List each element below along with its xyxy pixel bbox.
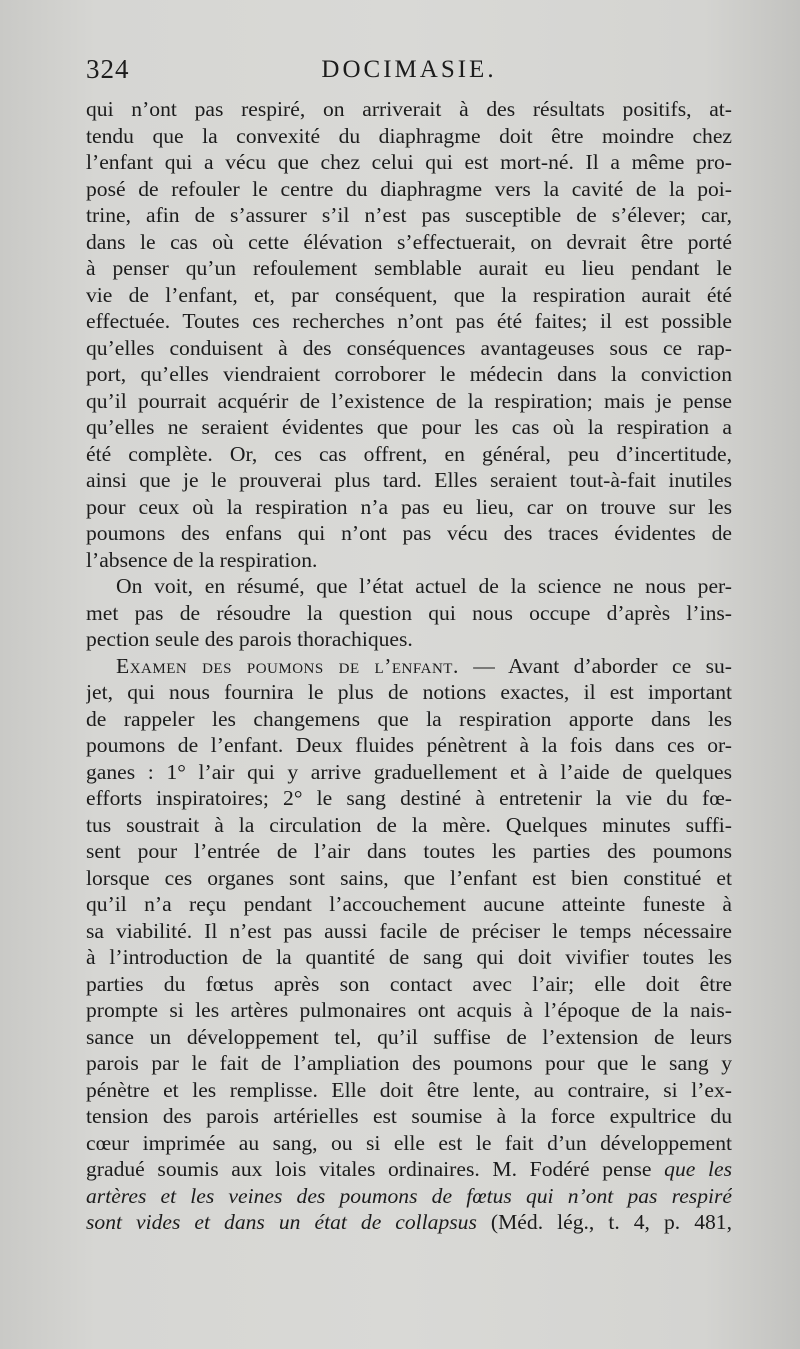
paragraph-1 <box>86 96 732 573</box>
text-line <box>86 1156 732 1183</box>
italic-quote: que les <box>664 1157 732 1181</box>
text-line <box>86 1209 732 1236</box>
text-line: met pas de résoudre la question qui nous occupe d’après l’ins- <box>86 600 732 625</box>
text-line: lorsque ces organes sont sains, que l’enfant est bien constitué et <box>86 865 732 890</box>
citation: (Méd. lég., t. 4, p. 481, <box>476 1210 732 1234</box>
text-line: effectuée. Toutes ces recherches n’ont pas été faites; il est possible <box>86 309 732 333</box>
text-line: posé de refouler le centre du diaphragme vers la cavité de la poi- <box>86 176 732 201</box>
italic-quote: artères et les veines des poumons de fœtus qui n’ont pas respiré <box>86 1183 732 1208</box>
page-header <box>86 54 732 94</box>
running-head: DOCIMASIE. <box>321 56 497 83</box>
text-line: à penser qu’un refoulement semblable aurait eu lieu pendant le <box>86 256 732 280</box>
text-line: On voit, en résumé, que l’état actuel de la science ne nous per- <box>116 574 732 598</box>
text-line: pection seule des parois thorachiques. <box>86 627 413 651</box>
text-line: à l’introduction de la quantité de sang qui doit vivifier toutes les <box>86 945 732 969</box>
text-line: ganes : 1° l’air qui y arrive graduellement et à l’aide de quelques <box>86 759 732 784</box>
text-line: ainsi que je le prouverai plus tard. Elles seraient tout-à-fait inutiles <box>86 468 732 492</box>
text-line: parois par le fait de l’ampliation des poumons pour que le sang y <box>86 1051 732 1075</box>
body-text <box>86 96 732 1236</box>
text-line: poumons de l’enfant. Deux fluides pénètrent à la fois dans ces or- <box>86 733 732 757</box>
text-line: pénètre et les remplisse. Elle doit être lente, au contraire, si l’ex- <box>86 1077 732 1102</box>
text-line: cœur imprimée au sang, ou si elle est le fait d’un développement <box>86 1130 732 1155</box>
paragraph-3-lines <box>86 679 732 1183</box>
text-line: qu’il n’a reçu pendant l’accouchement aucune atteinte funeste à <box>86 892 732 916</box>
text-line: l’enfant qui a vécu que chez celui qui est mort-né. Il a même pro- <box>86 150 732 174</box>
text-line: poumons des enfans qui n’ont pas vécu des traces évidentes de <box>86 521 732 545</box>
text-line: de rappeler les changemens que la respiration apporte dans les <box>86 706 732 731</box>
text-line: qu’elles ne seraient évidentes que pour les cas où la respiration a <box>86 415 732 439</box>
line-text: gradué soumis aux lois vitales ordinaires. M. Fodéré pense <box>86 1157 652 1181</box>
text-line: dans le cas où cette élévation s’effectuerait, on devrait être porté <box>86 229 732 254</box>
text-line: pour ceux où la respiration n’a pas eu lieu, car on trouve sur les <box>86 494 732 519</box>
text-line: vie de l’enfant, et, par conséquent, que la respiration aurait été <box>86 282 732 307</box>
text-line: l’absence de la respiration. <box>86 547 318 572</box>
text-line: tension des parois artérielles est soumise à la force expultrice du <box>86 1104 732 1128</box>
line-text: — Avant d’aborder ce su- <box>458 653 732 678</box>
italic-quote: sont vides et dans un état de collapsus <box>86 1210 477 1234</box>
text-line <box>86 653 732 680</box>
text-line: tus soustrait à la circulation de la mère. Quelques minutes suffi- <box>86 812 732 837</box>
text-line <box>86 1183 732 1210</box>
text-line: été complète. Or, ces cas offrent, en général, peu d’incertitude, <box>86 441 732 466</box>
text-line: port, qu’elles viendraient corroborer le médecin dans la conviction <box>86 362 732 386</box>
paragraph-3 <box>86 653 732 1236</box>
text-line: jet, qui nous fournira le plus de notions exactes, il est important <box>86 680 732 704</box>
text-line: qui n’ont pas respiré, on arriverait à des résultats positifs, at- <box>86 97 732 121</box>
text-line: sa viabilité. Il n’est pas aussi facile de préciser le temps nécessaire <box>86 918 732 943</box>
text-line: efforts inspiratoires; 2° le sang destiné à entretenir la vie du fœ- <box>86 786 732 810</box>
text-line: sent pour l’entrée de l’air dans toutes les parties des poumons <box>86 839 732 863</box>
text-line: sance un développement tel, qu’il suffise de l’extension de leurs <box>86 1024 732 1049</box>
text-line: parties du fœtus après son contact avec l’air; elle doit être <box>86 971 732 996</box>
text-line: tendu que la convexité du diaphragme doit être moindre chez <box>86 123 732 148</box>
paragraph-2 <box>86 573 732 653</box>
text-line: trine, afin de s’assurer s’il n’est pas susceptible de s’élever; car, <box>86 203 732 227</box>
text-line: qu’il pourrait acquérir de l’existence de la respiration; mais je pense <box>86 388 732 413</box>
page-number: 324 <box>86 54 130 84</box>
section-heading: Examen des poumons de l’enfant. <box>116 653 459 678</box>
text-line: qu’elles conduisent à des conséquences avantageuses sous ce rap- <box>86 335 732 360</box>
text-line: prompte si les artères pulmonaires ont acquis à l’époque de la nais- <box>86 998 732 1022</box>
